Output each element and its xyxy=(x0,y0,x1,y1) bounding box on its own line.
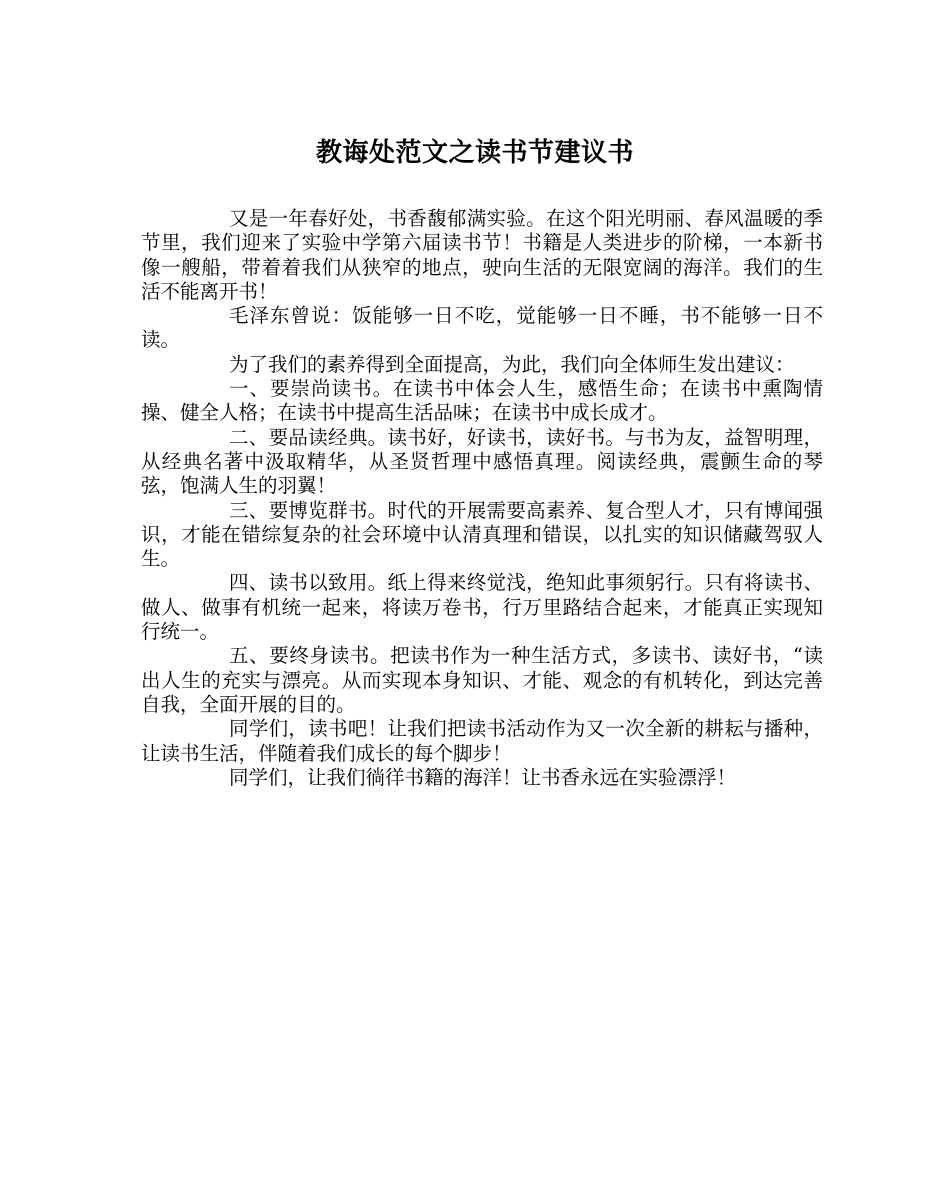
paragraph-2: 毛泽东曾说：饭能够一日不吃，觉能够一日不睡，书不能够一日不读。 xyxy=(141,304,823,352)
paragraph-9: 同学们，读书吧！让我们把读书活动作为又一次全新的耕耘与播种，让读书生活，伴随着我们成长的每个脚步！ xyxy=(141,717,823,765)
paragraph-6: 三、要博览群书。时代的开展需要高素养、复合型人才，只有博闻强识，才能在错综复杂的社会环境中认清真理和错误，以扎实的知识储藏驾驭人生。 xyxy=(141,498,823,571)
paragraph-7: 四、读书以致用。纸上得来终觉浅，绝知此事须躬行。只有将读书、做人、做事有机统一起来，将读万卷书，行万里路结合起来，才能真正实现知行统一。 xyxy=(141,571,823,644)
document-body xyxy=(141,207,823,790)
paragraph-4: 一、要崇尚读书。在读书中体会人生，感悟生命；在读书中熏陶情操、健全人格；在读书中提高生活品味；在读书中成长成才。 xyxy=(141,377,823,425)
paragraph-10: 同学们，让我们徜徉书籍的海洋！让书香永远在实验漂浮！ xyxy=(229,765,737,789)
paragraph-8: 五、要终身读书。把读书作为一种生活方式，多读书、读好书，“读出人生的充实与漂亮。从而实现本身知识、才能、观念的有机转化，到达完善自我，全面开展的目的。 xyxy=(141,644,823,716)
paragraph-5: 二、要品读经典。读书好，好读书，读好书。与书为友，益智明理，从经典名著中汲取精华，从圣贤哲理中感悟真理。阅读经典，震颤生命的琴弦，饱满人生的羽翼！ xyxy=(141,425,823,498)
paragraph-1: 又是一年春好处，书香馥郁满实验。在这个阳光明丽、春风温暖的季节里，我们迎来了实验中学第六届读书节！书籍是人类进步的阶梯，一本新书像一艘船，带着着我们从狭窄的地点，驶向生活的无限宽阔的海洋。我们的生活不能离开书！ xyxy=(141,207,823,303)
document-title: 教诲处范文之读书节建议书 xyxy=(315,138,634,168)
paragraph-3: 为了我们的素养得到全面提高，为此，我们向全体师生发出建议： xyxy=(229,352,795,376)
